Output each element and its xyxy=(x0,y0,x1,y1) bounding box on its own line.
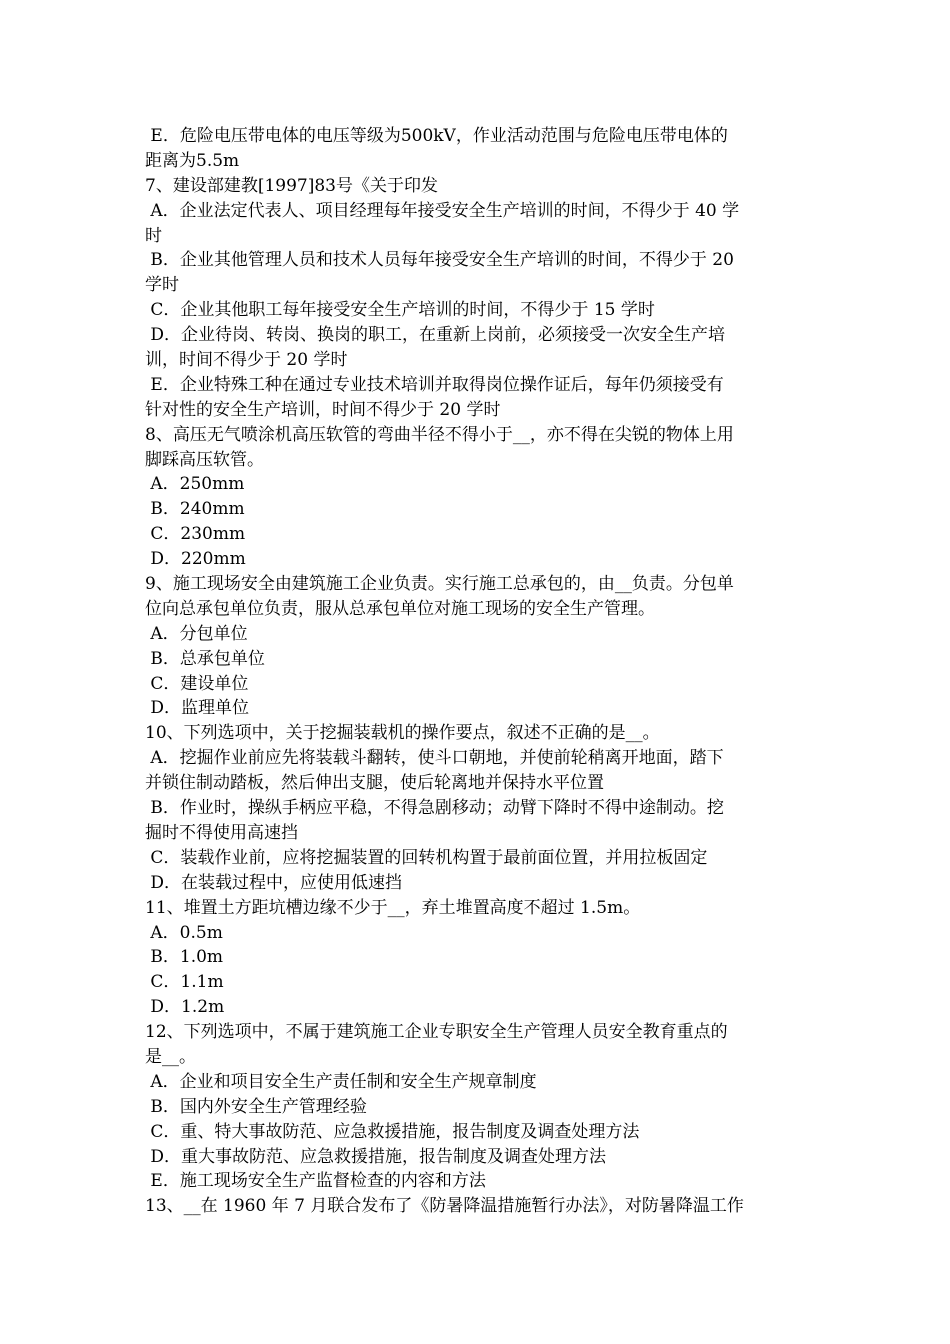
option-line: A．企业和项目安全生产责任制和安全生产规章制度 xyxy=(145,1071,537,1092)
option-line: D．1.2m xyxy=(145,997,225,1018)
text-line: 掘时不得使用高速挡 xyxy=(145,822,298,843)
option-line: A．分包单位 xyxy=(145,623,248,644)
question-12-stem: 12、下列选项中，不属于建筑施工企业专职安全生产管理人员安全教育重点的 xyxy=(145,1022,728,1043)
document-body xyxy=(145,124,813,1219)
text-line: 并锁住制动踏板，然后伸出支腿，使后轮离地并保持水平位置 xyxy=(145,773,604,794)
text-line: 是__。 xyxy=(145,1046,196,1067)
question-7-stem: 7、建设部建教[1997]83号《关于印发 xyxy=(145,175,438,196)
question-10-stem: 10、下列选项中，关于挖掘装载机的操作要点，叙述不正确的是__。 xyxy=(145,723,660,744)
text-line: 训，时间不得少于 20 学时 xyxy=(145,350,348,371)
option-line: D．监理单位 xyxy=(145,698,250,719)
text-line: 脚踩高压软管。 xyxy=(145,449,264,470)
question-8-stem: 8、高压无气喷涂机高压软管的弯曲半径不得小于__，亦不得在尖锐的物体上用 xyxy=(145,424,734,445)
option-line: E．企业特殊工种在通过专业技术培训并取得岗位操作证后，每年仍须接受有 xyxy=(145,374,724,395)
option-line: C．建设单位 xyxy=(145,673,249,694)
option-line: A．企业法定代表人、项目经理每年接受安全生产培训的时间，不得少于 40 学 xyxy=(145,200,740,221)
option-line: C．企业其他职工每年接受安全生产培训的时间，不得少于 15 学时 xyxy=(145,300,655,321)
option-line: A．挖掘作业前应先将装载斗翻转，使斗口朝地，并使前轮稍离开地面，踏下 xyxy=(145,748,724,769)
option-line: C．重、特大事故防范、应急救援措施，报告制度及调查处理方法 xyxy=(145,1121,640,1142)
text-line: 学时 xyxy=(145,275,179,296)
option-line: D．重大事故防范、应急救援措施，报告制度及调查处理方法 xyxy=(145,1146,607,1167)
option-line: A．0.5m xyxy=(145,922,223,943)
option-line: C．1.1m xyxy=(145,972,224,993)
option-line: C．230mm xyxy=(145,524,246,545)
text-line: 距离为5.5m xyxy=(145,150,240,171)
question-11-stem: 11、堆置土方距坑槽边缘不少于__，弃土堆置高度不超过 1.5m。 xyxy=(145,897,641,918)
option-line: D．企业待岗、转岗、换岗的职工，在重新上岗前，必须接受一次安全生产培 xyxy=(145,325,726,346)
option-line: B．1.0m xyxy=(145,947,224,968)
option-line: C．装载作业前，应将挖掘装置的回转机构置于最前面位置，并用拉板固定 xyxy=(145,847,708,868)
option-line: B．总承包单位 xyxy=(145,648,265,669)
text-line: E．危险电压带电体的电压等级为500kV，作业活动范围与危险电压带电体的 xyxy=(145,126,728,146)
option-line: B．企业其他管理人员和技术人员每年接受安全生产培训的时间，不得少于 20 xyxy=(145,250,734,271)
option-line: E．施工现场安全生产监督检查的内容和方法 xyxy=(145,1171,486,1192)
option-line: B．240mm xyxy=(145,499,245,520)
text-line: 时 xyxy=(145,225,162,246)
question-13-stem: 13、__在 1960 年 7 月联合发布了《防暑降温措施暂行办法》，对防暑降温工作 xyxy=(145,1196,744,1217)
option-line: D．在装载过程中，应使用低速挡 xyxy=(145,872,403,893)
option-line: B．作业时，操纵手柄应平稳，不得急剧移动；动臂下降时不得中途制动。挖 xyxy=(145,798,724,819)
option-line: D．220mm xyxy=(145,549,246,570)
text-line: 位向总承包单位负责，服从总承包单位对施工现场的安全生产管理。 xyxy=(145,598,655,619)
question-9-stem: 9、施工现场安全由建筑施工企业负责。实行施工总承包的，由__负责。分包单 xyxy=(145,574,734,595)
option-line: B．国内外安全生产管理经验 xyxy=(145,1096,367,1117)
text-line: 针对性的安全生产培训，时间不得少于 20 学时 xyxy=(145,399,501,420)
option-line: A．250mm xyxy=(145,474,245,495)
